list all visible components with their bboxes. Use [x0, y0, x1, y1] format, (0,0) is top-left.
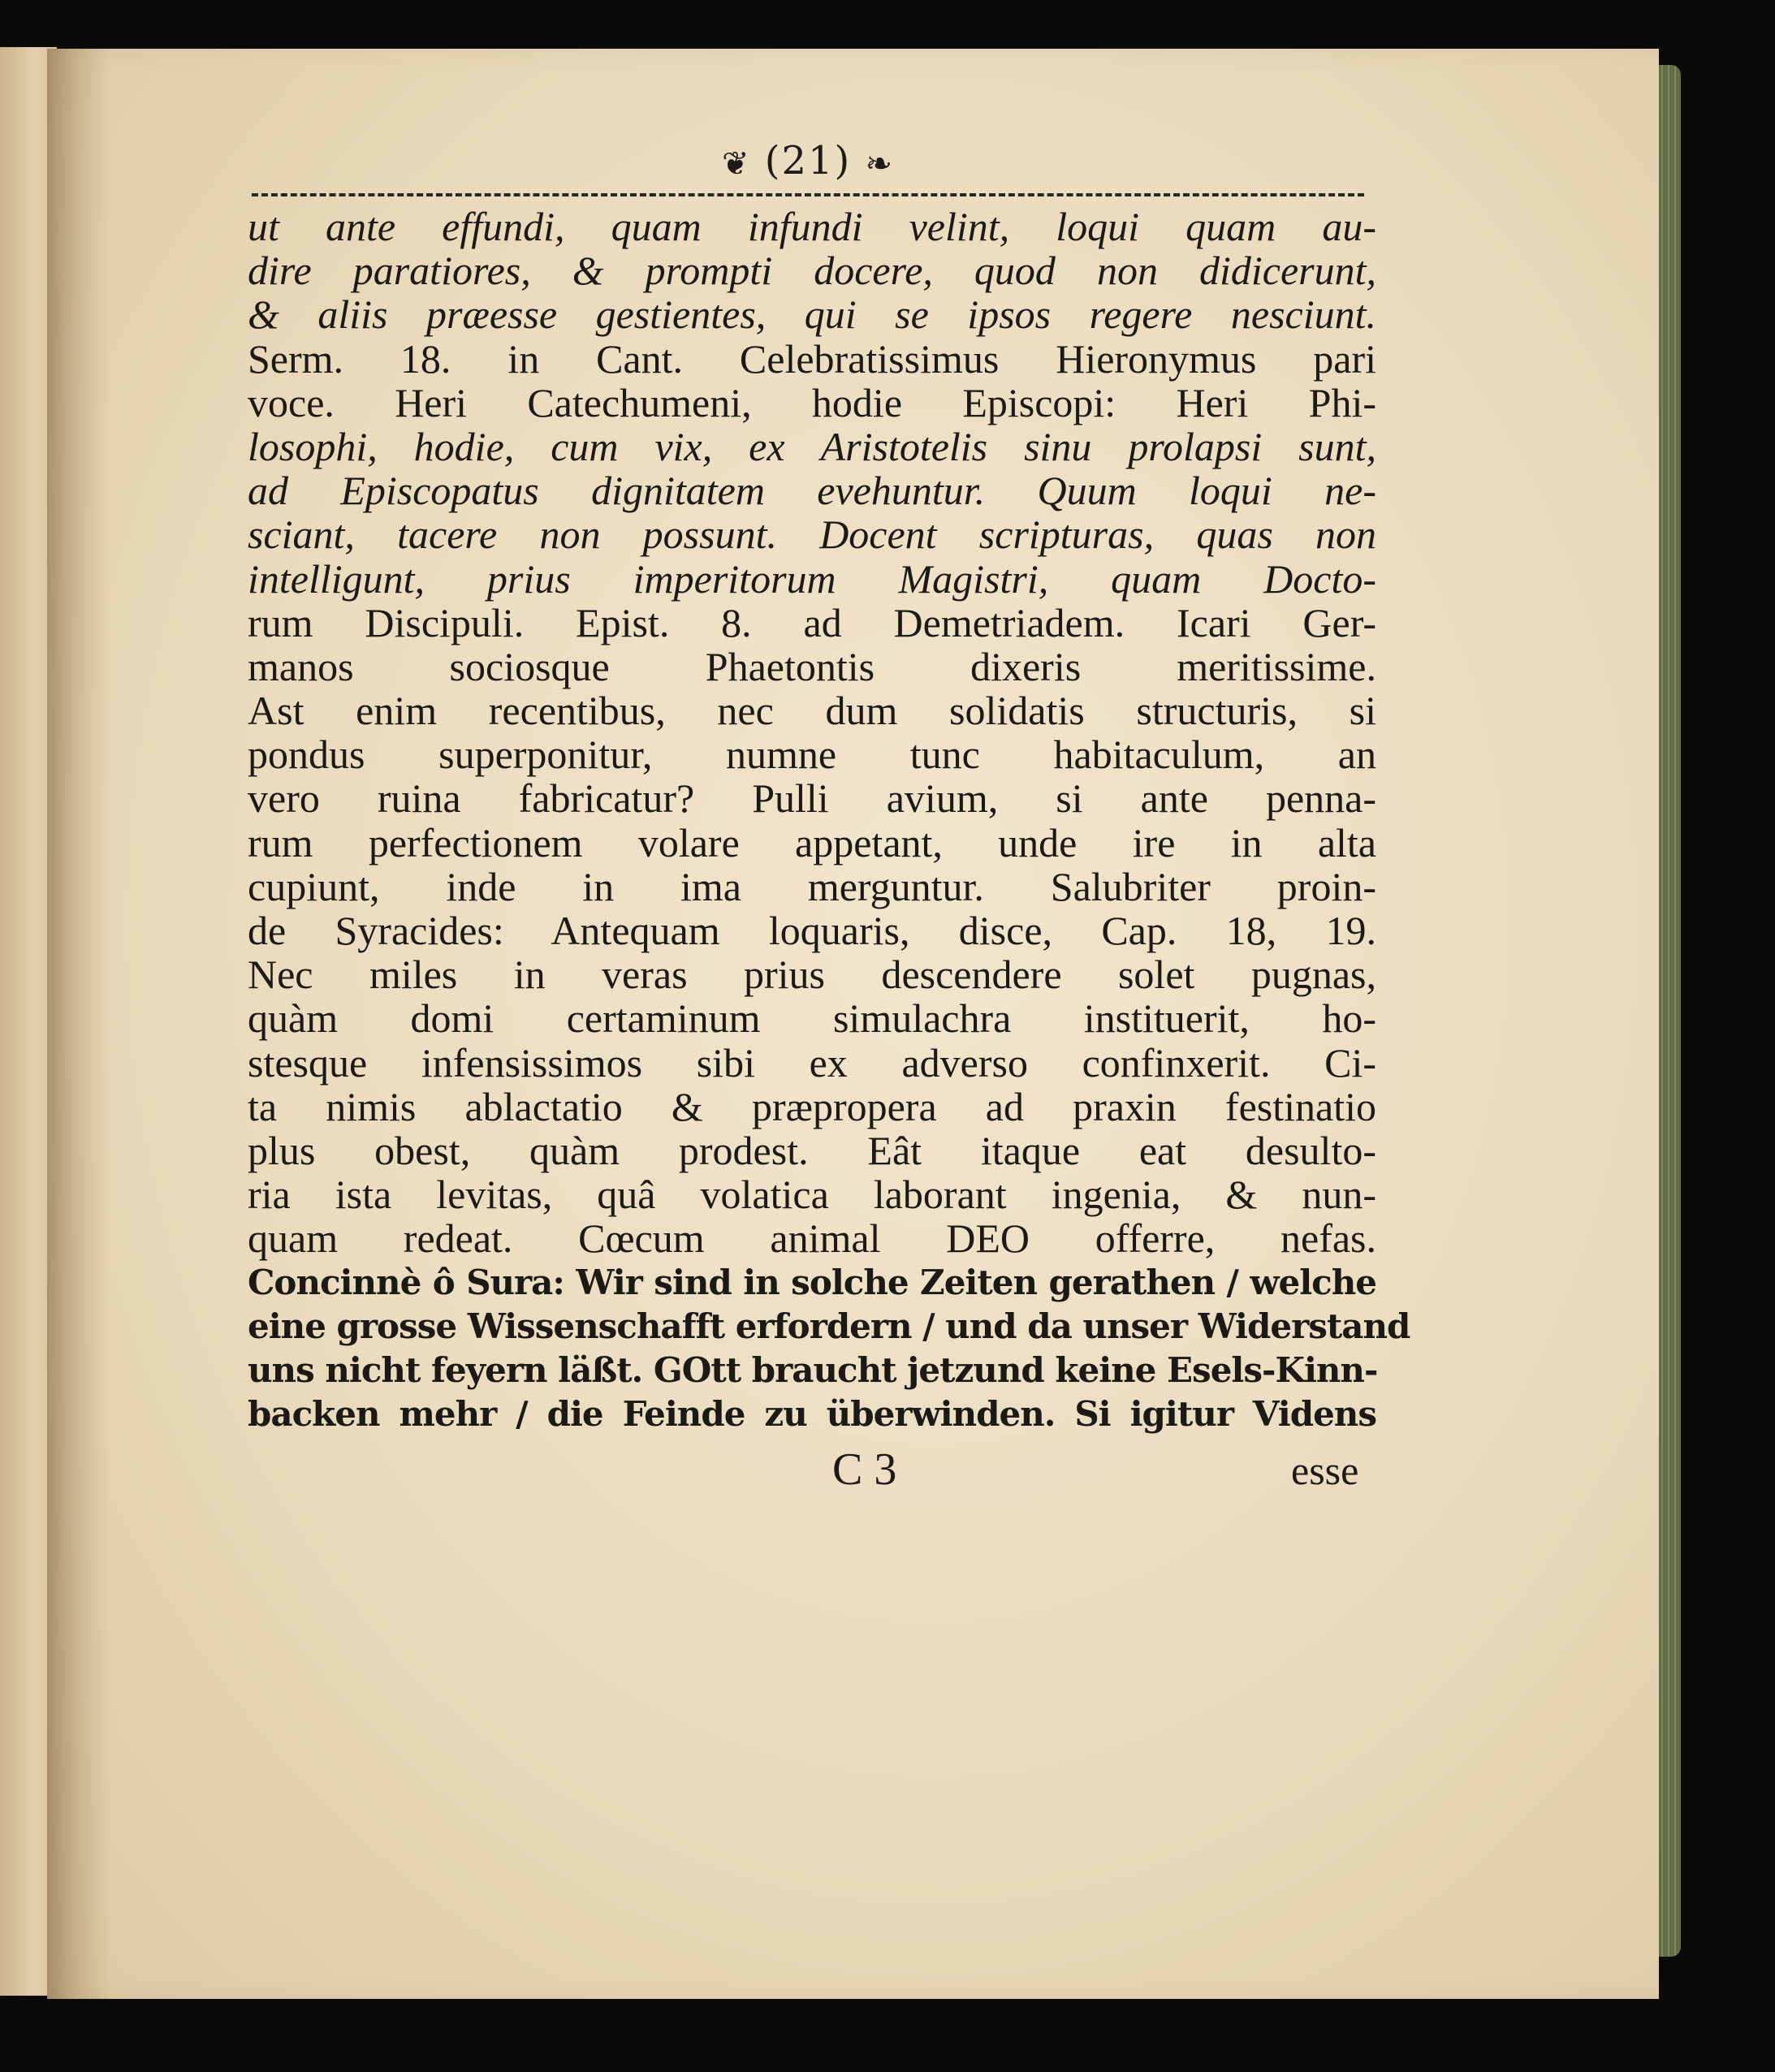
- right-ornament-icon: ❧: [865, 145, 895, 183]
- text-line: sciant, tacere non possunt. Docent scripturas, quas non: [248, 512, 1376, 558]
- text-line: de Syracides: Antequam loquaris, disce, Cap. 18, 19.: [248, 908, 1376, 953]
- text-line: cupiunt, inde in ima merguntur. Salubriter proin-: [248, 863, 1376, 909]
- text-line: backen mehr / die Feinde zu überwinden. Si igitur Videns: [248, 1394, 1376, 1435]
- left-ornament-icon: ❦: [721, 145, 751, 183]
- text-line: intelligunt, prius imperitorum Magistri, quam Docto-: [248, 555, 1376, 602]
- text-line: manos sociosque Phaetontis dixeris meritissime.: [248, 643, 1376, 689]
- text-line: ta nimis ablactatio & præpropera ad praxin festinatio: [248, 1083, 1376, 1129]
- text-line: Serm. 18. in Cant. Celebratissimus Hieronymus pari: [248, 335, 1376, 382]
- text-line: quam redeat. Cœcum animal DEO offerre, nefas.: [248, 1215, 1376, 1262]
- text-line: voce. Heri Catechumeni, hodie Episcopi: Heri Phi-: [248, 379, 1376, 425]
- text-line: pondus superponitur, numne tunc habitaculum, an: [248, 732, 1376, 778]
- text-line: Nec miles in veras prius descendere solet pugnas,: [248, 952, 1376, 998]
- page-header: [252, 136, 1364, 201]
- text-line: stesque infensissimos sibi ex adverso confinxerit. Ci-: [248, 1039, 1376, 1086]
- catchword: esse: [1291, 1447, 1359, 1493]
- text-line: Concinnè ô Sura: Wir sind in solche Zeiten gerathen / welche: [248, 1262, 1376, 1302]
- text-line: rum Discipuli. Epist. 8. ad Demetriadem. Icari Ger-: [248, 599, 1376, 645]
- body-text: [248, 204, 1410, 1436]
- text-line: ut ante effundi, quam infundi velint, loqui quam au-: [248, 204, 1376, 249]
- text-line: dire paratiores, & prompti docere, quod non didicerunt,: [248, 248, 1376, 294]
- text-line: plus obest, quàm prodest. Eât itaque eat desulto-: [248, 1127, 1376, 1173]
- text-line: rum perfectionem volare appetant, unde ire in alta: [248, 819, 1376, 865]
- text-line: Ast enim recentibus, nec dum solidatis structuris, si: [248, 688, 1376, 734]
- text-line: ad Episcopatus dignitatem evehuntur. Quum loqui ne-: [248, 468, 1376, 514]
- text-line: ria ista levitas, quâ volatica laborant ingenia, & nun-: [248, 1172, 1376, 1218]
- text-line: vero ruina fabricatur? Pulli avium, si ante penna-: [248, 775, 1376, 822]
- text-line: eine grosse Wissenschafft erfordern / und da unser Widerstand: [248, 1306, 1410, 1346]
- page-gutter-shadow: [47, 49, 112, 1999]
- text-line: quàm domi certaminum simulachra instituerit, ho-: [248, 995, 1376, 1042]
- page-number: (21): [764, 138, 852, 183]
- text-line: losophi, hodie, cum vix, ex Aristotelis sinu prolapsi sunt,: [248, 423, 1376, 469]
- text-line: & aliis præesse gestientes, qui se ipsos regere nesciunt.: [248, 291, 1376, 338]
- header-rule: [252, 193, 1364, 196]
- page-number-line: [686, 138, 930, 183]
- signature-mark: C 3: [832, 1444, 897, 1495]
- text-line: uns nicht feyern läßt. GOtt braucht jetzund keine Esels-Kinn-: [248, 1349, 1378, 1390]
